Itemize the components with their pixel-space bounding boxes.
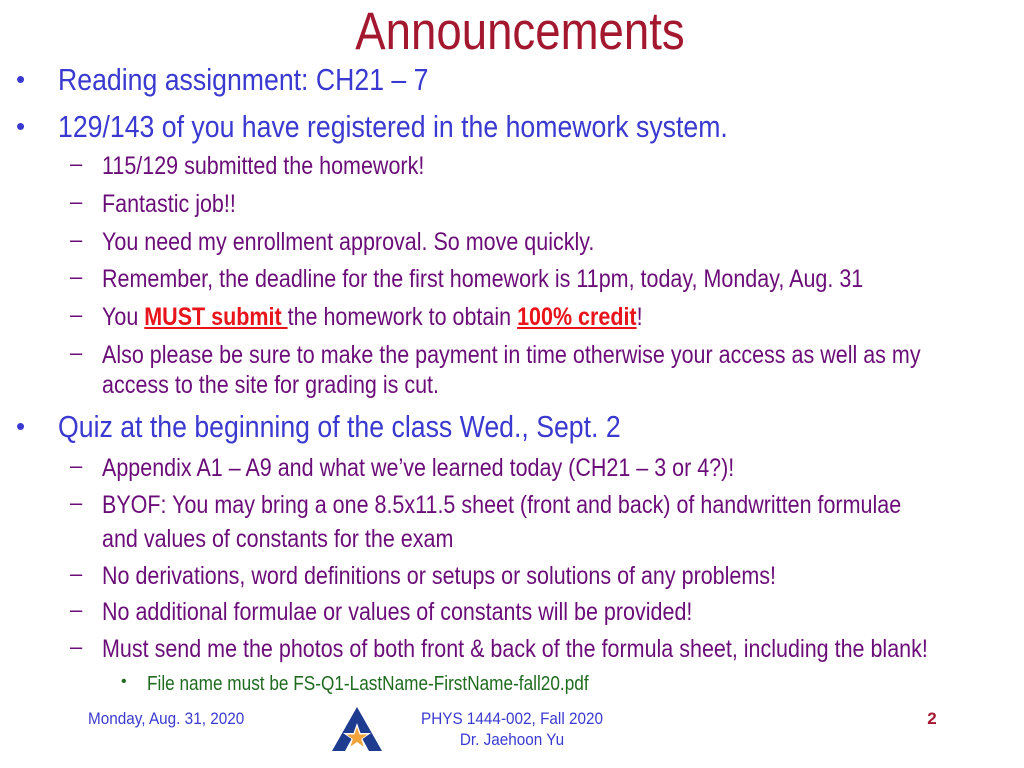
footer-instructor: Dr. Jaehoon Yu [459,730,565,749]
sub-bullet-marker: – [70,561,83,586]
sub-bullet-marker: – [70,264,83,289]
sub-bullet-approval: You need my enrollment approval. So move quickly. [102,228,595,256]
bullet-marker: • [16,111,26,141]
sub-bullet-marker: – [70,151,83,176]
sub-sub-bullet-marker: • [121,673,127,690]
bullet-marker: • [16,64,26,94]
sub-bullet-marker: – [70,340,83,365]
must-middle: the homework to obtain [287,303,518,331]
sub-bullet-payment-line1: Also please be sure to make the payment in time otherwise your access as well as my [102,341,921,369]
sub-bullet-deadline: Remember, the deadline for the first homework is 11pm, today, Monday, Aug. 31 [102,265,864,293]
sub-sub-bullet-file-name: File name must be FS-Q1-LastName-FirstName-fall20.pdf [147,673,589,695]
bullet-reading-assignment: Reading assignment: CH21 – 7 [58,62,429,97]
sub-bullet-marker: – [70,227,83,252]
footer-date: Monday, Aug. 31, 2020 [88,709,245,728]
sub-bullet-must-submit [102,302,643,332]
sub-bullet-marker: – [70,302,83,327]
bullet-registered: 129/143 of you have registered in the homework system. [58,109,728,144]
sub-bullet-marker: – [70,490,83,515]
sub-bullet-no-additional: No additional formulae or values of constants will be provided! [102,598,693,626]
must-submit-emphasis: MUST submit [144,303,288,331]
uta-star-logo-icon [330,705,384,753]
sub-bullet-byof-line1: BYOF: You may bring a one 8.5x11.5 sheet (front and back) of handwritten formulae [102,491,902,519]
bullet-quiz: Quiz at the beginning of the class Wed., Sept. 2 [58,409,621,444]
sub-bullet-marker: – [70,634,83,659]
sub-bullet-send-photos: Must send me the photos of both front & back of the formula sheet, including the blank! [102,635,928,663]
sub-bullet-marker: – [70,453,83,478]
bullet-marker: • [16,411,26,441]
sub-bullet-fantastic: Fantastic job!! [102,190,236,218]
sub-bullet-appendix: Appendix A1 – A9 and what we’ve learned today (CH21 – 3 or 4?)! [102,454,735,482]
sub-bullet-payment-line2: access to the site for grading is cut. [102,371,439,399]
footer-course-title: PHYS 1444-002, Fall 2020 [420,709,604,728]
sub-bullet-byof-line2: and values of constants for the exam [102,525,454,553]
must-end: ! [636,303,643,331]
footer-course-info [404,708,620,750]
must-prefix: You [102,303,145,331]
sub-bullet-no-derivations: No derivations, word definitions or setups or solutions of any problems! [102,562,777,590]
sub-bullet-submitted: 115/129 submitted the homework! [102,152,425,180]
slide-title: Announcements [355,2,685,61]
sub-bullet-marker: – [70,189,83,214]
page-number: 2 [927,709,937,728]
full-credit-emphasis: 100% credit [517,303,637,331]
sub-bullet-marker: – [70,597,83,622]
